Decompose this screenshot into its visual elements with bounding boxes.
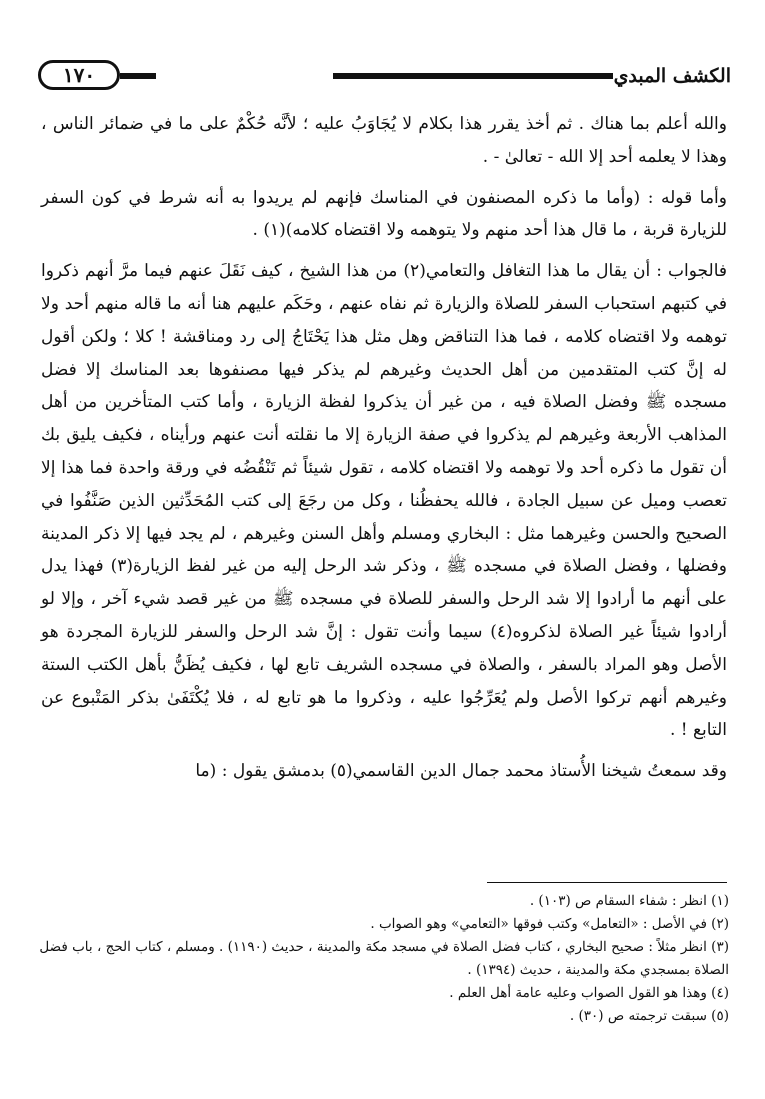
main-text <box>41 108 727 788</box>
page-number: ١٧٠ <box>62 63 96 87</box>
paragraph: فالجواب : أن يقال ما هذا التغافل والتعامي(٢) من هذا الشيخ ، كيف نَقَلَ عنهم فيما مرَّ أنهم ذكروا في كتبهم استحباب السفر للصلاة والزيارة ثم نفاه عنهم ، وحَكَم عليهم هنا أنه ما قاله منهم أحد ولا توهمه ولا اقتضاه كلامه ، فما هذا التناقض وهل مثل هذا يَحْتَاجُ إلى رد ومناقشة ! كلا ؛ ولكن أقول له إنَّ كتب المتقدمين من أهل الحديث وغيرهم لم يذكر فيها مصنفوها بعد المناسك إلا فضل مسجده ﷺ وفضل الصلاة فيه ، من غير أن يذكروا لفظة الزيارة ، وأما كتب المتأخرين من أهل المذاهب الأربعة وغيرهم لم يذكروا في صفة الزيارة إلا ما نقلته أنت عنهم ورأيناه ، فكيف يليق بك أن تقول ما ذكره أحد ولا توهمه ولا اقتضاه كلامه ، تقول شيئاً ثم تَنْقُضُه في ورقة واحدة فما هذا إلا تعصب وميل عن سبيل الجادة ، فالله يحفظُنا ، وكل من رجَعَ إلى كتب المُحَدِّثين الذين صَنَّفُوا في الصحيح والحسن وغيرهما مثل : البخاري ومسلم وأهل السنن وغيرهم ، لم يجد فيها إلا ذكر المدينة وفضلها ، وفضل الصلاة في مسجده ﷺ ، وذكر شد الرحل إليه من غير لفظ الزيارة(٣) فهذا يدل على أنهم ما أرادوا إلا شد الرحل والسفر للصلاة في مسجده ﷺ من غير قصد شيء آخر ، وإلا لو أرادوا شيئاً غير الصلاة لذكروه(٤) سيما وأنت تقول : إنَّ شد الرحل والسفر للزيارة المجردة هو الأصل وهو المراد بالسفر ، والصلاة في مسجده الشريف تابع لها ، فكيف يُظَنُّ بأهل الكتب الستة وغيرهم أنهم تركوا الأصل ولم يُعَرِّجُوا عليه ، وذكروا ما هو تابع له ، فلا يُكْتَفَىٰ بذكر المَتْبوع عن التابع ! . <box>41 261 727 741</box>
page-number-badge <box>38 60 120 90</box>
header-rule <box>333 73 593 79</box>
paragraph: وقد سمعتُ شيخنا الأُستاذ محمد جمال الدين القاسمي(٥) بدمشق يقول : (ما <box>195 761 727 782</box>
footnote: (٢) في الأصل : «التعامل» وكتب فوقها «التعامي» وهو الصواب . <box>370 916 729 932</box>
footnote: (٣) انظر مثلاً : صحيح البخاري ، كتاب فضل الصلاة في مسجد مكة والمدينة ، حديث (١١٩٠) . ومسلم ، كتاب الحج ، باب فضل الصلاة بمسجدي مكة والمدينة ، حديث (١٣٩٤) . <box>39 939 729 978</box>
footnote: (١) انظر : شفاء السقام ص (١٠٣) . <box>529 893 729 909</box>
paragraph: والله أعلم بما هناك . ثم أخذ يقرر هذا بكلام لا يُجَاوَبُ عليه ؛ لأنَّه حُكْمٌ على ما في ضمائر الناس ، وهذا لا يعلمه أحد إلا الله - تعالىٰ - . <box>41 114 727 167</box>
footnote: (٥) سبقت ترجمته ص (٣٠) . <box>569 1008 729 1024</box>
page-header <box>28 58 743 98</box>
footnote: (٤) وهذا هو القول الصواب وعليه عامة أهل العلم . <box>449 985 729 1001</box>
running-title: الكشف المبدي <box>613 65 731 87</box>
footnotes <box>39 890 729 1028</box>
paragraph: وأما قوله : (وأما ما ذكره المصنفون في المناسك فإنهم لم يريدوا به أنه شرط في كون السفر للزيارة قربة ، ما قال هذا أحد منهم ولا يتوهمه ولا اقتضاه كلامه)(١) . <box>41 187 727 241</box>
footnote-separator <box>487 882 727 883</box>
header-rule-left <box>120 73 156 79</box>
